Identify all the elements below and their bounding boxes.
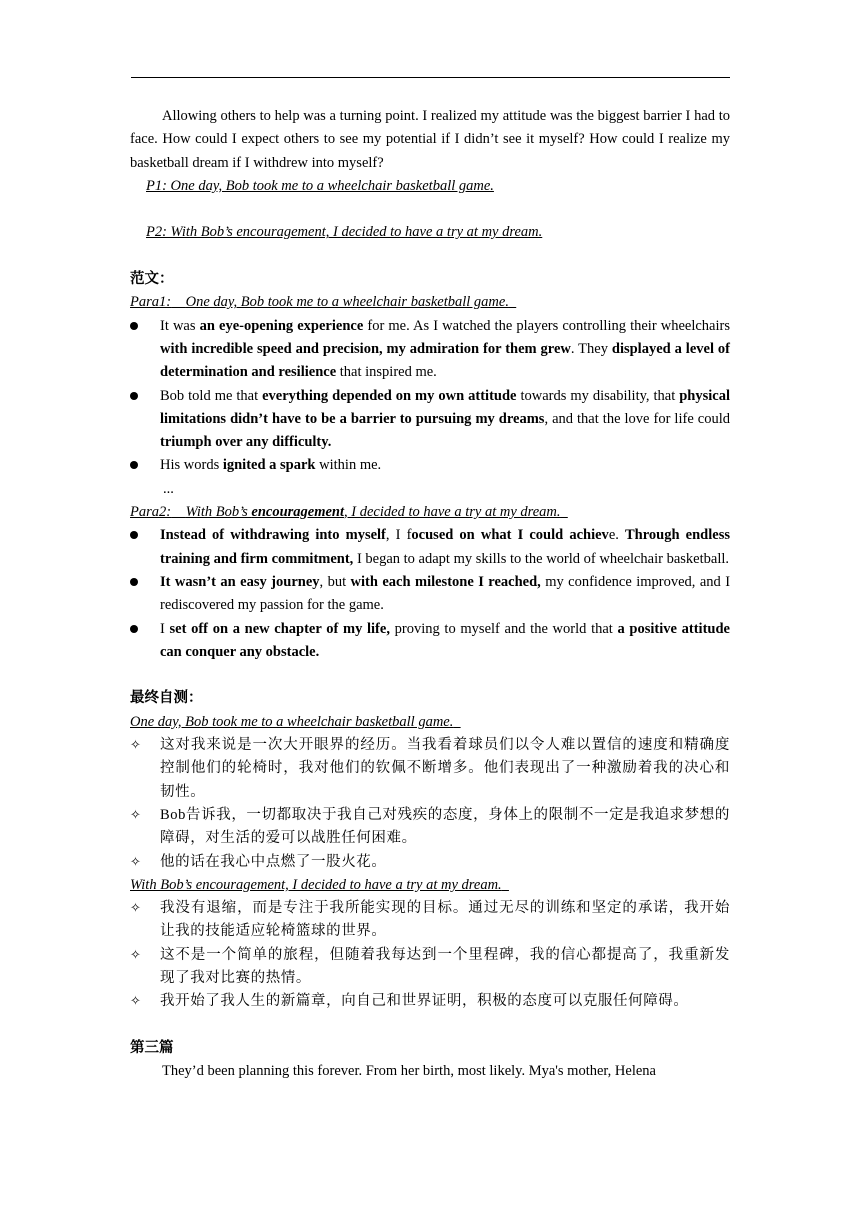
- para2-label: Para2:: [130, 504, 172, 521]
- bullet-item: [130, 454, 730, 477]
- bullet-dot-icon: [130, 385, 150, 408]
- translation-text: 这不是一个简单的旅程，但随着我每达到一个里程碑，我的信心都提高了，我重新发现了我对比赛的热情。: [160, 946, 730, 986]
- bullet-item: [130, 385, 730, 455]
- translation-item: [130, 897, 730, 944]
- third-paragraph: They’d been planning this forever. From her birth, most likely. Mya's mother, Helena: [162, 1063, 656, 1080]
- bold-run: an eye-opening experience: [199, 317, 364, 334]
- translation-item: [130, 851, 730, 874]
- document-body: [130, 105, 730, 1083]
- star-bullet-icon: ✧: [130, 901, 142, 917]
- text-run: e.: [608, 527, 625, 544]
- text-run: I: [160, 620, 170, 637]
- self-test-p1-text: One day, Bob took me to a wheelchair basketball game.: [130, 713, 454, 730]
- translation-text: 我开始了我人生的新篇章，向自己和世界证明，积极的态度可以克服任何障碍。: [160, 993, 689, 1010]
- self-test-p2-text: With Bob’s encouragement, I decided to have a try at my dream.: [130, 876, 502, 893]
- bold-run: a positive attitude can conquer any obstacle.: [160, 620, 730, 660]
- ellipsis: ...: [163, 480, 174, 497]
- bold-run: ocused on what I could achiev: [411, 527, 609, 544]
- para2-bullet-list: [130, 524, 730, 664]
- para1-heading: [130, 291, 730, 314]
- text-run: I began to adapt my skills to the world of wheelchair basketball.: [353, 550, 730, 567]
- prompt-paragraph-2: P2: With Bob’s encouragement, I decided to have a try at my dream.: [146, 224, 543, 241]
- bullet-item: [130, 571, 730, 618]
- para1-label: Para1:: [130, 294, 172, 311]
- prompt-paragraph-1: P1: One day, Bob took me to a wheelchair basketball game.: [146, 177, 494, 194]
- text-run: towards my disability, that: [516, 387, 680, 404]
- header-rule: [131, 77, 730, 78]
- para2-text-bold: encouragement: [251, 504, 345, 521]
- self-test-p1-heading: [130, 711, 730, 734]
- self-test-p1-list: [130, 734, 730, 874]
- translation-text: 这对我来说是一次大开眼界的经历。当我看着球员们以令人难以置信的速度和精确度控制他们的轮椅时，我对他们的钦佩不断增多。他们表现出了一种激励着我的决心和韧性。: [160, 737, 730, 800]
- text-run: . They: [570, 340, 612, 357]
- bold-run: Through endless training and firm commitment,: [160, 527, 730, 567]
- bullet-dot-icon: [130, 571, 150, 594]
- translation-item: [130, 804, 730, 851]
- translation-text: 我没有退缩，而是专注于我所能实现的目标。通过无尽的训练和坚定的承诺，我开始让我的技能适应轮椅篮球的世界。: [160, 900, 730, 940]
- text-run: , I f: [385, 527, 412, 544]
- bullet-item: [130, 315, 730, 385]
- text-run: Bob told me that: [160, 387, 263, 404]
- bullet-dot-icon: [130, 315, 150, 338]
- text-run: within me.: [315, 457, 382, 474]
- star-bullet-icon: ✧: [130, 854, 142, 870]
- text-run: that inspired me.: [336, 364, 437, 381]
- translation-text: Bob告诉我，一切都取决于我自己对残疾的态度，身体上的限制不一定是我追求梦想的障碍，对生活的爱可以战胜任何困难。: [160, 806, 730, 847]
- bold-run: It wasn’t an easy journey: [160, 573, 320, 590]
- para1-text: One day, Bob took me to a wheelchair basketball game.: [185, 294, 509, 311]
- star-bullet-icon: ✧: [130, 994, 142, 1010]
- bold-run: with incredible speed and precision, my admiration for them grew: [160, 340, 571, 357]
- self-test-p2-heading: [130, 874, 730, 897]
- para2-text-a: With Bob’s: [185, 504, 252, 521]
- para2-text-c: , I decided to have a try at my dream.: [344, 504, 561, 521]
- bold-run: everything depended on my own attitude: [262, 387, 517, 404]
- translation-item: [130, 944, 730, 991]
- translation-item: [130, 990, 730, 1013]
- bold-run: with each milestone I reached,: [350, 573, 541, 590]
- text-run: for me. As I watched the players controlling their wheelchairs: [363, 317, 730, 334]
- bold-run: triumph over any difficulty.: [160, 434, 332, 451]
- text-run: my confidence improved, and I rediscovered my passion for the game.: [160, 573, 731, 614]
- bullet-item: [130, 618, 730, 665]
- star-bullet-icon: ✧: [130, 947, 142, 963]
- translation-text: 他的话在我心中点燃了一股火花。: [160, 853, 387, 870]
- bold-run: ignited a spark: [222, 457, 316, 474]
- bullet-item: [130, 524, 730, 571]
- text-run: It was: [160, 317, 200, 334]
- translation-item: [130, 734, 730, 804]
- bold-run: Instead of withdrawing into myself: [160, 527, 386, 544]
- para1-bullet-list: [130, 315, 730, 478]
- text-run: , and that the love for life could: [544, 410, 730, 427]
- intro-paragraph: Allowing others to help was a turning point. I realized my attitude was the biggest barrier I had to face. How could I expect others to see my potential if I didn’t see it myself? How could I realize my basketball dream if I withdrew into myself?: [130, 108, 730, 171]
- bold-run: physical limitations didn’t have to be a barrier to pursuing my dreams: [160, 387, 730, 427]
- bullet-dot-icon: [130, 524, 150, 547]
- bold-run: set off on a new chapter of my life,: [169, 620, 390, 637]
- bullet-dot-icon: [130, 454, 150, 477]
- bold-run: displayed a level of determination and resilience: [160, 340, 730, 381]
- self-test-p2-list: [130, 897, 730, 1013]
- text-run: , but: [319, 573, 351, 590]
- star-bullet-icon: ✧: [130, 738, 142, 754]
- para2-heading: [130, 501, 730, 524]
- bullet-dot-icon: [130, 618, 150, 641]
- text-run: proving to myself and the world that: [389, 620, 618, 637]
- star-bullet-icon: ✧: [130, 807, 142, 823]
- third-heading: 第三篇: [130, 1039, 174, 1056]
- text-run: His words: [160, 457, 223, 474]
- self-test-heading: 最终自测：: [130, 690, 203, 707]
- sample-heading: 范文：: [130, 271, 174, 288]
